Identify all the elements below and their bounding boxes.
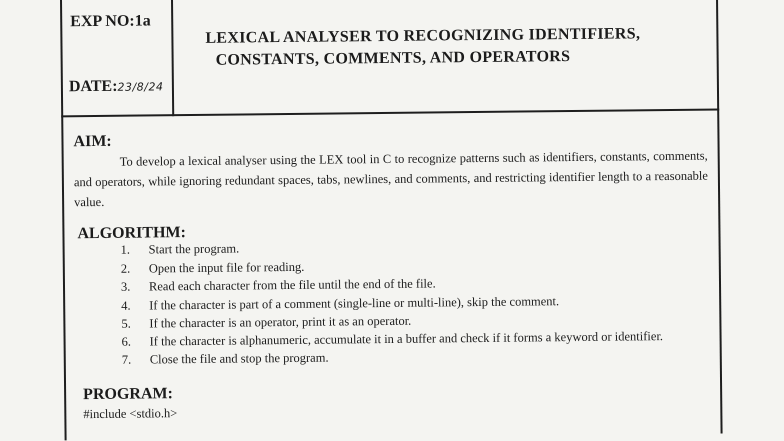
step-text: If the character is alphanumeric, accumulate it in a buffer and check if it forms a keyword or identifier. bbox=[149, 329, 664, 349]
program-code-line: #include <stdio.h> bbox=[83, 406, 178, 422]
algorithm-steps bbox=[121, 234, 720, 369]
step-text: Close the file and stop the program. bbox=[149, 350, 329, 367]
date-value-handwritten: 23/8/24 bbox=[117, 80, 164, 94]
frame-right-border bbox=[716, 0, 723, 433]
step-text: If the character is an operator, print it as an operator. bbox=[149, 314, 412, 331]
step-text: If the character is part of a comment (single-line or multi-line), skip the comment. bbox=[149, 293, 560, 313]
algorithm-heading: ALGORITHM: bbox=[77, 224, 186, 243]
aim-paragraph bbox=[74, 146, 709, 213]
frame-left-border bbox=[60, 0, 67, 440]
date-label: DATE: bbox=[68, 77, 118, 96]
step-number: 4. bbox=[121, 298, 131, 313]
aim-text: To develop a lexical analyser using the LEX tool in C to recognize patterns such as identifiers, constants, comments, and operators, while ignoring redundant spaces, tabs, newlines, and comments, and restricting identifier length to a reasonable value. bbox=[73, 148, 708, 210]
experiment-title bbox=[205, 23, 695, 72]
exp-number: EXP NO:1a bbox=[70, 12, 151, 31]
title-line-2: CONSTANTS, COMMENTS, AND OPERATORS bbox=[215, 48, 571, 69]
date-field bbox=[69, 77, 164, 96]
header-bottom-border bbox=[61, 108, 719, 116]
step-text: Read each character from the file until the end of the file. bbox=[148, 276, 436, 294]
step-number: 5. bbox=[121, 317, 131, 332]
header-divider bbox=[171, 0, 174, 116]
program-heading: PROGRAM: bbox=[83, 385, 173, 404]
step-number: 3. bbox=[120, 279, 131, 294]
step-number: 7. bbox=[121, 352, 132, 367]
aim-heading: AIM: bbox=[73, 132, 112, 151]
step-number: 6. bbox=[121, 334, 132, 349]
step-number: 2. bbox=[120, 261, 131, 276]
title-line-1: LEXICAL ANALYSER TO RECOGNIZING IDENTIFIERS, bbox=[205, 25, 641, 47]
step-text: Open the input file for reading. bbox=[148, 259, 305, 276]
step-text: Start the program. bbox=[148, 241, 240, 257]
step-number: 1. bbox=[120, 242, 131, 257]
